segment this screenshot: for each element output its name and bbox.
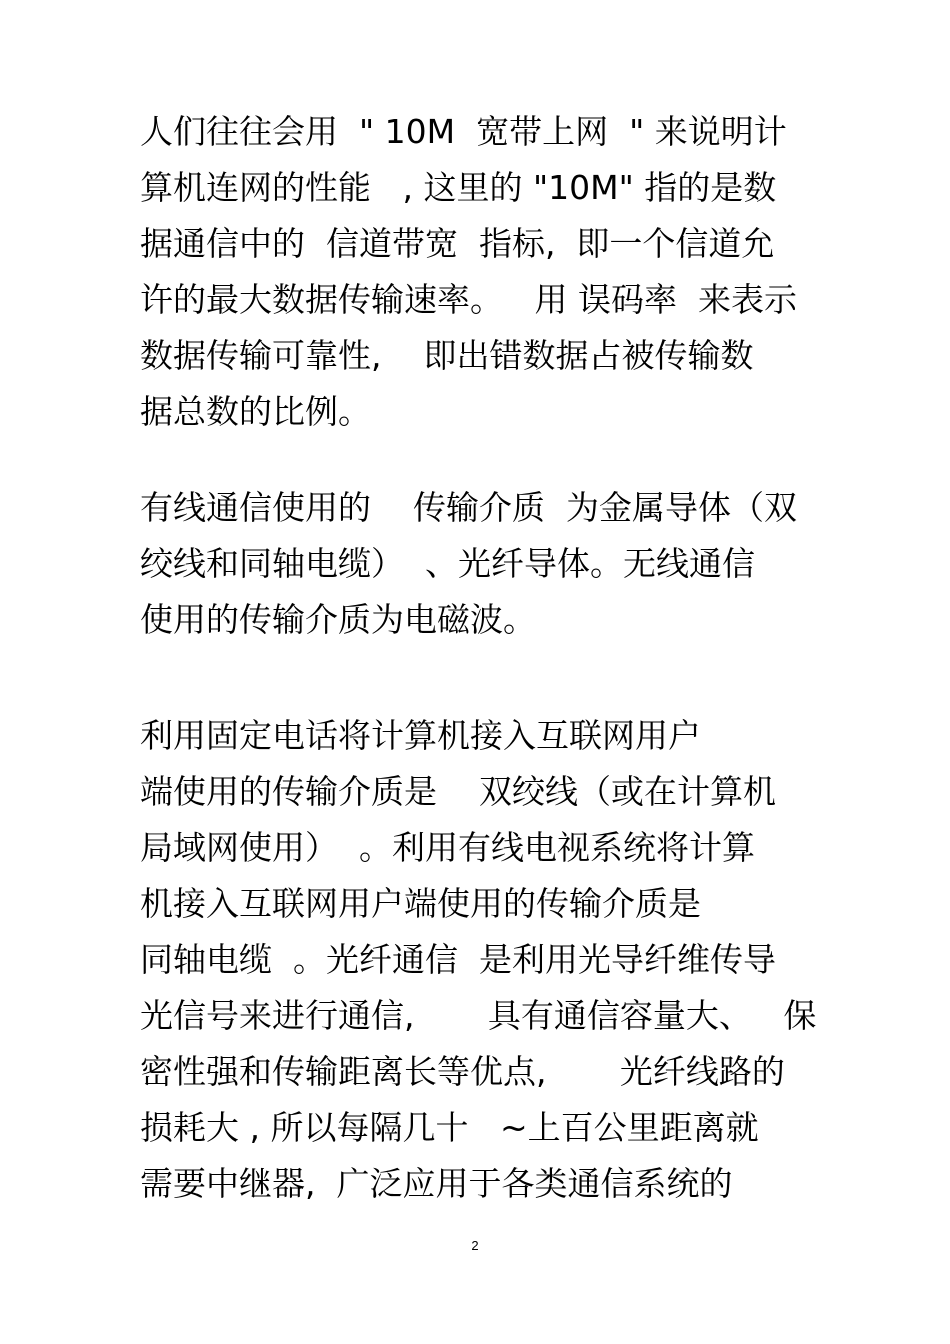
text-line: 数据传输可靠性, 即出错数据占被传输数 <box>140 336 754 375</box>
text-line: 端使用的传输介质是 双绞线（或在计算机 <box>140 772 776 811</box>
text-line: 局域网使用） 。利用有线电视系统将计算 <box>140 828 755 867</box>
text-line: 损耗大 , 所以每隔几十 ~上百公里距离就 <box>140 1108 759 1147</box>
text-line: 需要中继器, 广泛应用于各类通信系统的 <box>140 1164 733 1203</box>
text-line: 人们往往会用 " 10M 宽带上网 " 来说明计 <box>140 112 787 151</box>
text-line: 绞线和同轴电缆） 、光纤导体。无线通信 <box>140 544 755 583</box>
text-line: 据总数的比例。 <box>140 392 371 431</box>
text-line: 密性强和传输距离长等优点, 光纤线路的 <box>140 1052 785 1091</box>
text-line: 光信号来进行通信, 具有通信容量大、 保 <box>140 996 817 1035</box>
text-line: 使用的传输介质为电磁波。 <box>140 600 536 639</box>
text-line: 机接入互联网用户端使用的传输介质是 <box>140 884 701 923</box>
text-line: 许的最大数据传输速率。 用 误码率 来表示 <box>140 280 797 319</box>
text-line: 利用固定电话将计算机接入互联网用户 <box>140 716 701 755</box>
text-line: 据通信中的 信道带宽 指标, 即一个信道允 <box>140 224 775 263</box>
text-line: 同轴电缆 。光纤通信 是利用光导纤维传导 <box>140 940 776 979</box>
text-line: 有线通信使用的 传输介质 为金属导体（双 <box>140 488 797 527</box>
text-line: 算机连网的性能 , 这里的 "10M" 指的是数 <box>140 168 777 207</box>
page-number: 2 <box>471 1238 479 1253</box>
